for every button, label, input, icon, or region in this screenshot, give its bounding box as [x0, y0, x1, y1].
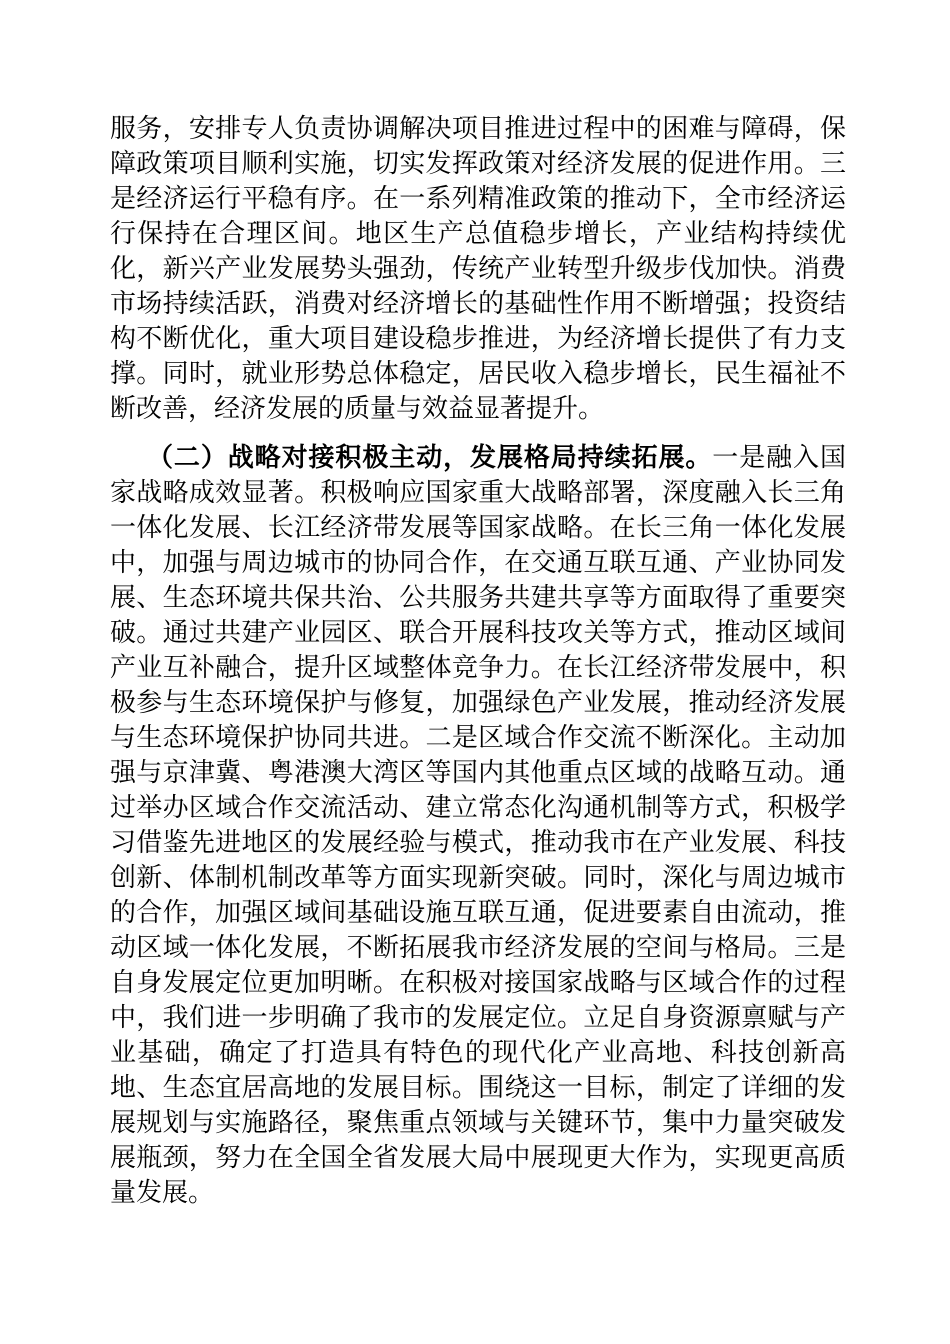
section-heading: （二）战略对接积极主动，发展格局持续拓展。	[147, 443, 713, 473]
body-paragraph: 服务，安排专人负责协调解决项目推进过程中的困难与障碍，保障政策项目顺利实施，切实发挥政策对经济发展的促进作用。三是经济运行平稳有序。在一系列精准政策的推动下，全市经济运行保持在合理区间。地区生产总值稳步增长，产业结构持续优化，新兴产业发展势头强劲，传统产业转型升级步伐加快。消费市场持续活跃，消费对经济增长的基础性作用不断增强；投资结构不断优化，重大项目建设稳步推进，为经济增长提供了有力支撑。同时，就业形势总体稳定，居民收入稳步增长，民生福祉不断改善，经济发展的质量与效益显著提升。	[110, 114, 846, 424]
document-page	[110, 112, 846, 1211]
section-body-text: 一是融入国家战略成效显著。积极响应国家重大战略部署，深度融入长三角一体化发展、长江经济带发展等国家战略。在长三角一体化发展中，加强与周边城市的协同合作，在交通互联互通、产业协同发展、生态环境共保共治、公共服务共建共享等方面取得了重要突破。通过共建产业园区、联合开展科技攻关等方式，推动区域间产业互补融合，提升区域整体竞争力。在长江经济带发展中，积极参与生态环境保护与修复，加强绿色产业发展，推动经济发展与生态环境保护协同共进。二是区域合作交流不断深化。主动加强与京津冀、粤港澳大湾区等国内其他重点区域的战略互动。通过举办区域合作交流活动、建立常态化沟通机制等方式，积极学习借鉴先进地区的发展经验与模式，推动我市在产业发展、科技创新、体制机制改革等方面实现新突破。同时，深化与周边城市的合作，加强区域间基础设施互联互通，促进要素自由流动，推动区域一体化发展，不断拓展我市经济发展的空间与格局。三是自身发展定位更加明晰。在积极对接国家战略与区域合作的过程中，我们进一步明确了我市的发展定位。立足自身资源禀赋与产业基础，确定了打造具有特色的现代化产业高地、科技创新高地、生态宜居高地的发展目标。围绕这一目标，制定了详细的发展规划与实施路径，聚焦重点领域与关键环节，集中力量突破发展瓶颈，努力在全国全省发展大局中展现更大作为，实现更高质量发展。	[110, 443, 846, 1208]
section-paragraph	[110, 441, 846, 1211]
